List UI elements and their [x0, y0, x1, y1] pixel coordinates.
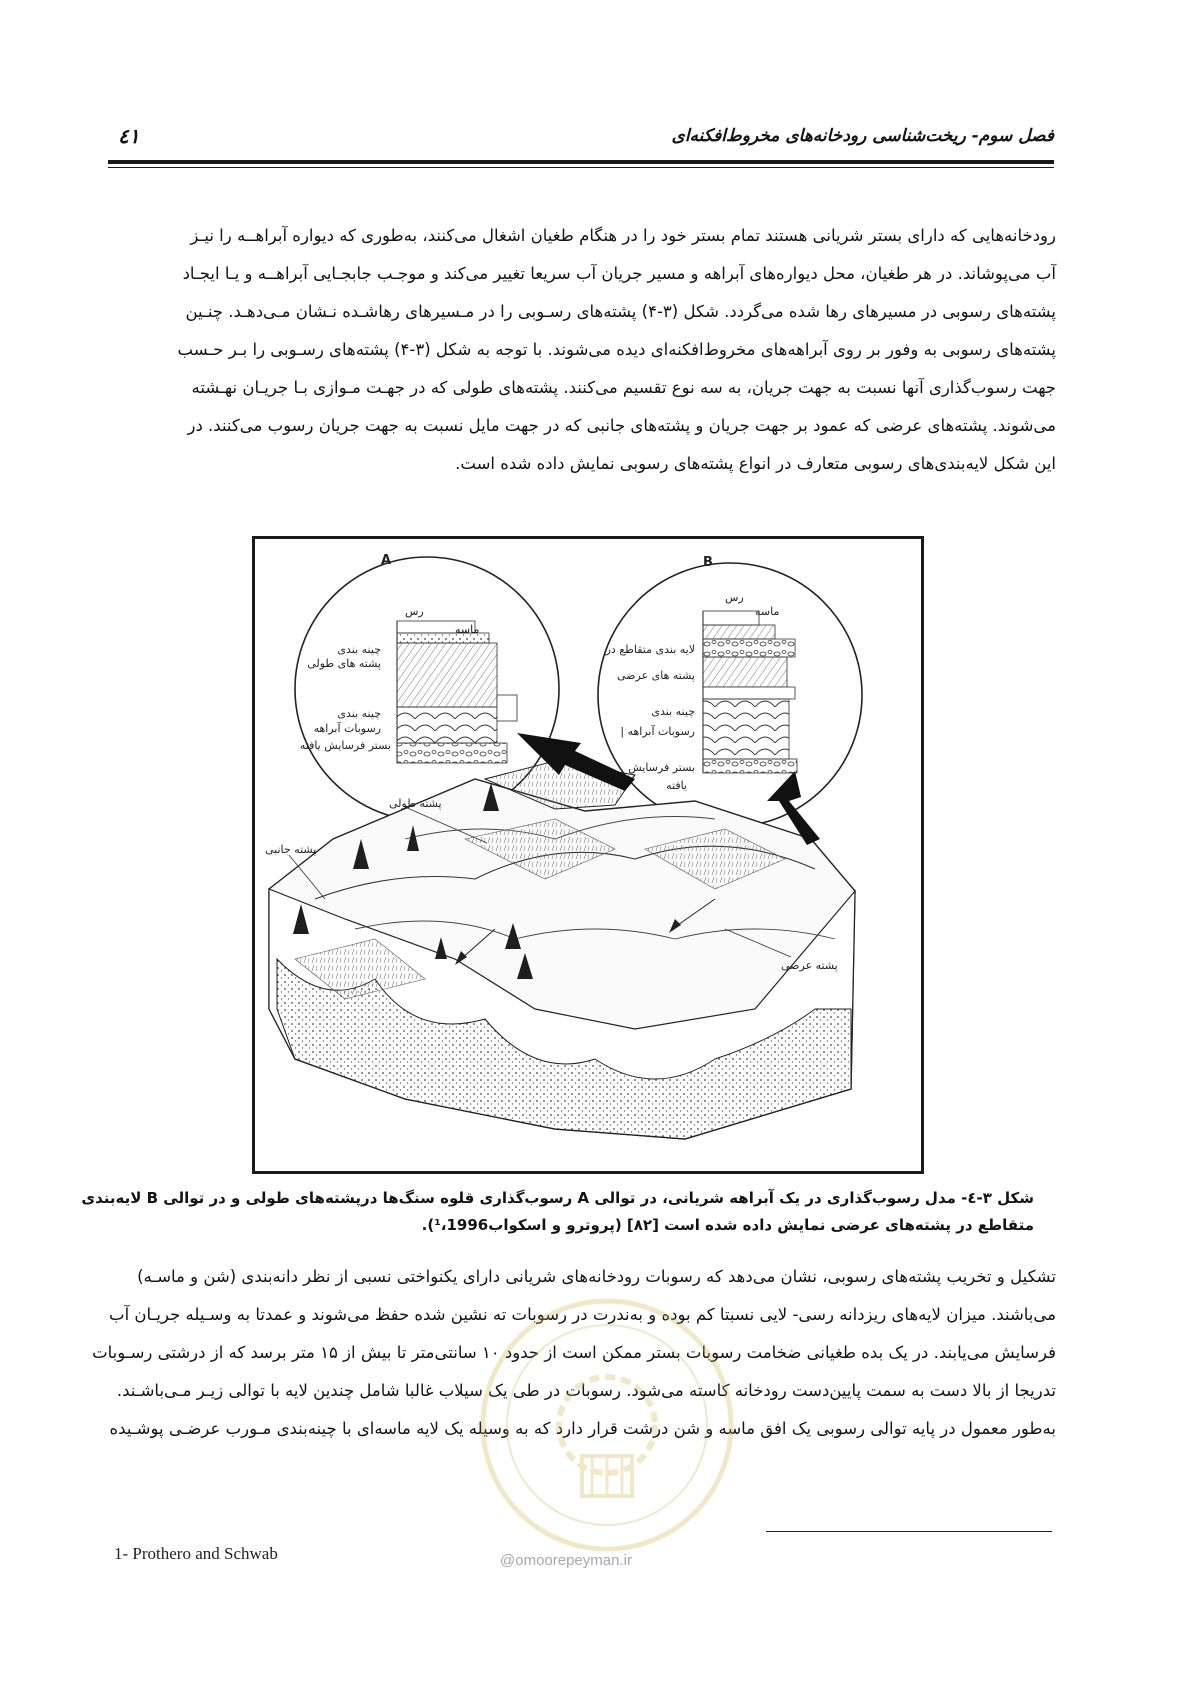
label-longitudinal-bar: پشته طولی: [389, 797, 442, 810]
paragraph-line: به‌طور معمول در پایه توالی رسوبی یک افق ماسه و شن درشت قرار دارد که به وسیله یک لایه ماسه‌ای با چینه‌بندی مـورب عرضـی پوشـیده: [109, 1419, 1056, 1438]
inset-b-label: یافته: [666, 779, 687, 792]
inset-a-label: رسوبات آبراهه: [313, 722, 381, 735]
inset-a-label: بستر فرسایش یافته: [299, 739, 391, 752]
figure-braided-river-diagram: [252, 536, 924, 1174]
inset-a-label: رس: [405, 605, 424, 618]
paragraph-line: جهت رسوب‌گذاری آنها نسبت به جهت جریان، به سه نوع تقسیم می‌کنند. پشته‌های طولی که در جهـت مـوازی بـا جریـان نهـشته: [191, 378, 1056, 397]
paragraph-line: فرسایش می‌یابند. در یک بده طغیانی ضخامت رسوبات بستر ممکن است از حدود ۱۰ سانتی‌متر تا بیش از ۱۵ متر برسد که از درشتی رسـوبات: [92, 1343, 1056, 1362]
label-lateral-bar: پشته جانبی: [265, 843, 317, 856]
inset-a-label: ماسه: [455, 623, 480, 636]
inset-b-label: بستر فرسایش: [628, 761, 695, 774]
paragraph-line: تدریجا از بالا دست به سمت پایین‌دست رودخانه کاسته می‌شود. رسوبات در طی یک سیلاب غالبا شامل چندین لایه با توالی زیـر مـی‌باشـند.: [116, 1381, 1056, 1400]
inset-b-label: لایه بندی متقاطع در: [605, 643, 695, 656]
paragraph-line: می‌باشند. میزان لایه‌های ریزدانه رسی- لایی نسبتا کم بوده و به‌ندرت در رسوبات ته نشین شده حفظ می‌شوند و عمدتا به وسـیله جریـان آب: [109, 1305, 1056, 1324]
paragraph-line: این شکل لایه‌بندی‌های رسوبی متعارف در انواع پشته‌های رسوبی نمایش داده شده است.: [455, 454, 1056, 473]
watermark-seal-icon: [478, 1296, 736, 1554]
watermark-text: @omoorepeyman.ir: [500, 1552, 632, 1569]
inset-a-label: چینه بندی: [337, 707, 381, 720]
block-diagram-illustration: [255, 539, 921, 1171]
body-paragraph-1: [114, 217, 1056, 483]
inset-a-letter: A: [381, 553, 392, 568]
label-transverse-bar: پشته عرضی: [781, 959, 838, 972]
footnote: 1- Prothero and Schwab: [114, 1544, 278, 1563]
figure-caption: [81, 1185, 1034, 1239]
inset-b-label: چینه بندی: [651, 705, 695, 718]
inset-a-label: پشته های طولی: [307, 657, 381, 670]
header-rule-thin: [108, 167, 1054, 168]
paragraph-line: پشته‌های رسوبی در مسیرهای رها شده می‌گردد. شکل (۳-۴) پشته‌های رسـوبی را در مـسیرهای رهاشـده نـشان مـی‌دهـد. چنـین: [185, 302, 1056, 321]
inset-b-label: رسوبات آبراهه |: [620, 725, 695, 738]
caption-line: متقاطع در پشته‌های عرضی نمایش داده شده است [۸۲] (پروترو و اسکواب¹،1996).: [421, 1216, 1034, 1234]
paragraph-line: تشکیل و تخریب پشته‌های رسوبی، نشان می‌دهد که رسوبات رودخانه‌های شریانی دارای یکنواختی نسبی از نظر دانه‌بندی (شن و ماسـه): [137, 1267, 1056, 1286]
paragraph-line: می‌شوند. پشته‌های عرضی که عمود بر جهت جریان و پشته‌های جانبی که در جهت مایل نسبت به جهت جریان رسوب می‌کنند. در: [187, 416, 1056, 435]
footnote-rule: [766, 1531, 1052, 1532]
inset-a-label: چینه بندی: [337, 643, 381, 656]
page-header: [108, 126, 1054, 166]
paragraph-line: رودخانه‌هایی که دارای بستر شریانی هستند تمام بستر خود را در هنگام طغیان اشغال می‌کنند، به‌طوری که دیواره آبراهــه را نیـز: [190, 226, 1056, 245]
chapter-title: فصل سوم- ریخت‌شناسی رودخانه‌های مخروط‌افکنه‌ای: [671, 126, 1054, 146]
inset-b-letter: B: [703, 555, 713, 570]
inset-b-label: ماسه: [755, 605, 780, 618]
caption-line: شکل ۳-٤- مدل رسوب‌گذاری در یک آبراهه شریانی، در توالی A رسوب‌گذاری قلوه سنگ‌ها درپشته‌های طولی و در توالی B لایه‌بندی: [81, 1189, 1034, 1207]
paragraph-line: پشته‌های رسوبی به وفور بر روی آبراهه‌های مخروط‌افکنه‌ای دیده می‌شوند. با توجه به شکل (۳-۴) پشته‌های رسـوبی را بـر حـسب: [177, 340, 1056, 359]
page-number: ٤١: [118, 124, 140, 148]
inset-b-label: پشته های عرضی: [617, 669, 695, 682]
inset-b-label: رس: [725, 591, 744, 604]
paragraph-line: آب می‌پوشاند. در هر طغیان، محل دیواره‌های آبراهه و مسیر جریان آب سریعا تغییر می‌کند و موجـب جابجـایی آبراهــه و یـا ایجـاد: [182, 264, 1056, 283]
header-rule: [108, 160, 1054, 164]
